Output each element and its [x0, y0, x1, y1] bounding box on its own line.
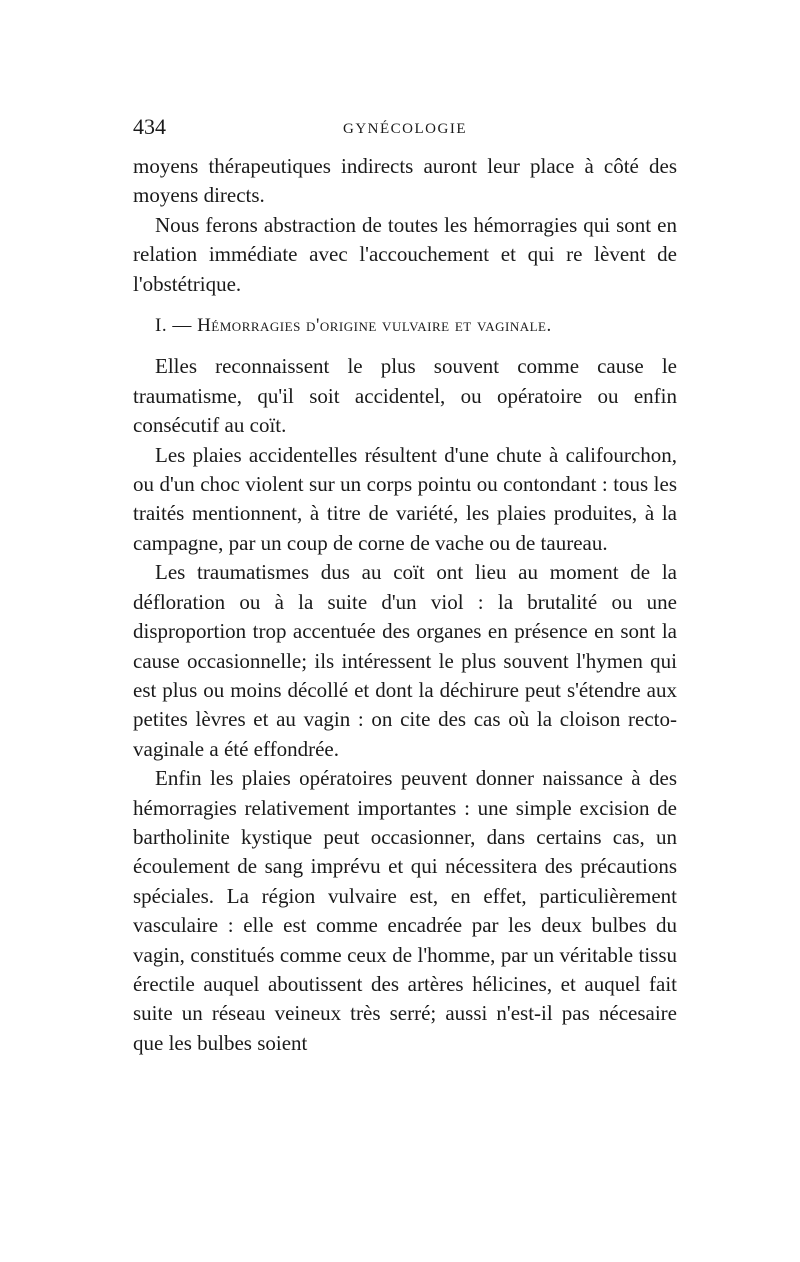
paragraph-continued: moyens thérapeutiques indirects auront leur place à côté des moyens directs. [133, 154, 677, 208]
paragraph: Les plaies accidentelles résultent d'une chute à califourchon, ou d'un choc violent sur un corps pointu ou contondant : tous les traités mentionnent, à titre de variété, les plaies produites, à la campagne, par un coup de corne de vache ou de taureau. [133, 442, 677, 555]
page-number: 434 [133, 114, 166, 139]
section-title: Hémorragies d'origine vulvaire et vaginale. [197, 315, 552, 337]
body-text [133, 152, 677, 1058]
running-title: GYNÉCOLOGIE [343, 121, 467, 137]
section-number: I. — [155, 315, 192, 337]
paragraph: Enfin les plaies opératoires peuvent donner naissance à des hémorragies relativement importantes : une simple excision de bartholinite kystique peut occasionner, dans certains cas, un écoulement de sang imprévu et qui nécessitera des précautions spéciales. La région vulvaire est, en effet, particulièrement vasculaire : elle est comme encadrée par les deux bulbes du vagin, constitués comme ceux de l'homme, par un véritable tissu érectile auquel aboutissent des artères hélicines, et auquel fait suite un réseau veineux très serré; aussi n'est-il pas nécesaire que les bulbes soient [133, 766, 677, 1055]
running-head [133, 112, 677, 142]
section-heading [133, 311, 677, 340]
paragraph: Les traumatismes dus au coït ont lieu au moment de la défloration ou à la suite d'un viol : la brutalité ou une disproportion trop accentuée des organes en présence en sont la cause occasionnelle; ils intéressent le plus souvent l'hymen qui est plus ou moins décollé et dont la déchirure peut s'étendre aux petites lèvres et au vagin : on cite des cas où la cloison recto-vaginale a été effondrée. [133, 560, 677, 761]
paragraph: Nous ferons abstraction de toutes les hémorragies qui sont en relation immédiate avec l'accouchement et qui re lèvent de l'obstétrique. [133, 212, 677, 296]
paragraph: Elles reconnaissent le plus souvent comme cause le traumatisme, qu'il soit accidentel, ou opératoire ou enfin consécutif au coït. [133, 354, 677, 438]
